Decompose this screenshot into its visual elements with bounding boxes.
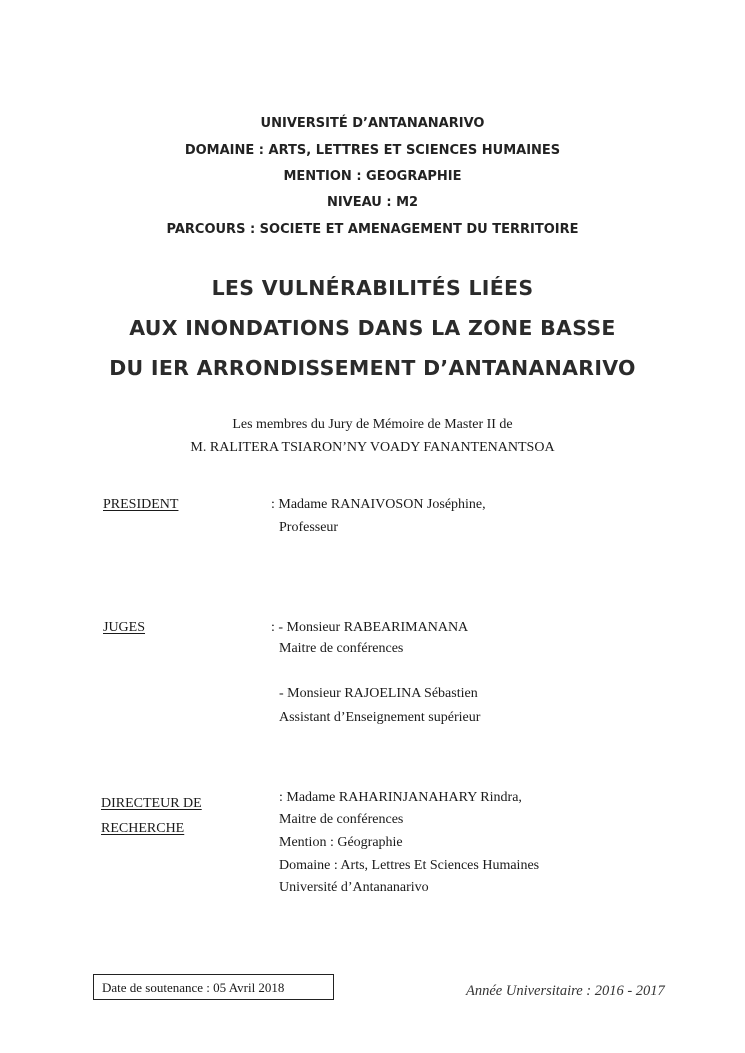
president-label: PRESIDENT <box>103 497 179 512</box>
track-line: PARCOURS : SOCIETE ET AMENAGEMENT DU TERRITOIRE <box>166 222 579 237</box>
president-name: : Madame RANAIVOSON Joséphine, <box>271 497 486 512</box>
director-name: : Madame RAHARINJANAHARY Rindra, <box>279 790 522 805</box>
juge-2-name: - Monsieur RAJOELINA Sébastien <box>279 686 478 701</box>
mention-line: MENTION : GEOGRAPHIE <box>283 169 462 184</box>
thesis-title-line-3: DU IER ARRONDISSEMENT D’ANTANANARIVO <box>109 356 636 380</box>
director-label-line-2: RECHERCHE <box>101 821 185 836</box>
president-title: Professeur <box>279 520 339 535</box>
juge-1-name: : - Monsieur RABEARIMANANA <box>271 620 469 635</box>
thesis-title-line-1: LES VULNÉRABILITÉS LIÉES <box>211 276 534 300</box>
student-name: M. RALITERA TSIARON’NY VOADY FANANTENANTSOA <box>190 440 555 455</box>
juge-1-title: Maitre de conférences <box>279 641 404 656</box>
juge-2-title: Assistant d’Enseignement supérieur <box>279 710 481 725</box>
thesis-title-line-2: AUX INONDATIONS DANS LA ZONE BASSE <box>129 316 616 340</box>
director-label-line-1: DIRECTEUR DE <box>101 796 202 811</box>
juges-label: JUGES <box>103 620 146 635</box>
director-mention: Mention : Géographie <box>279 835 403 850</box>
academic-year: Année Universitaire : 2016 - 2017 <box>466 983 665 999</box>
domain-line: DOMAINE : ARTS, LETTRES ET SCIENCES HUMAINES <box>184 143 561 158</box>
level-line: NIVEAU : M2 <box>326 195 419 210</box>
director-title: Maitre de conférences <box>279 812 404 827</box>
jury-intro-line-1: Les membres du Jury de Mémoire de Master II de <box>232 417 513 432</box>
director-university: Université d’Antananarivo <box>279 880 429 895</box>
university-name: UNIVERSITÉ D’ANTANANARIVO <box>260 116 485 131</box>
director-domain: Domaine : Arts, Lettres Et Sciences Humaines <box>279 858 540 873</box>
defense-date-box: Date de soutenance : 05 Avril 2018 <box>93 974 334 1000</box>
